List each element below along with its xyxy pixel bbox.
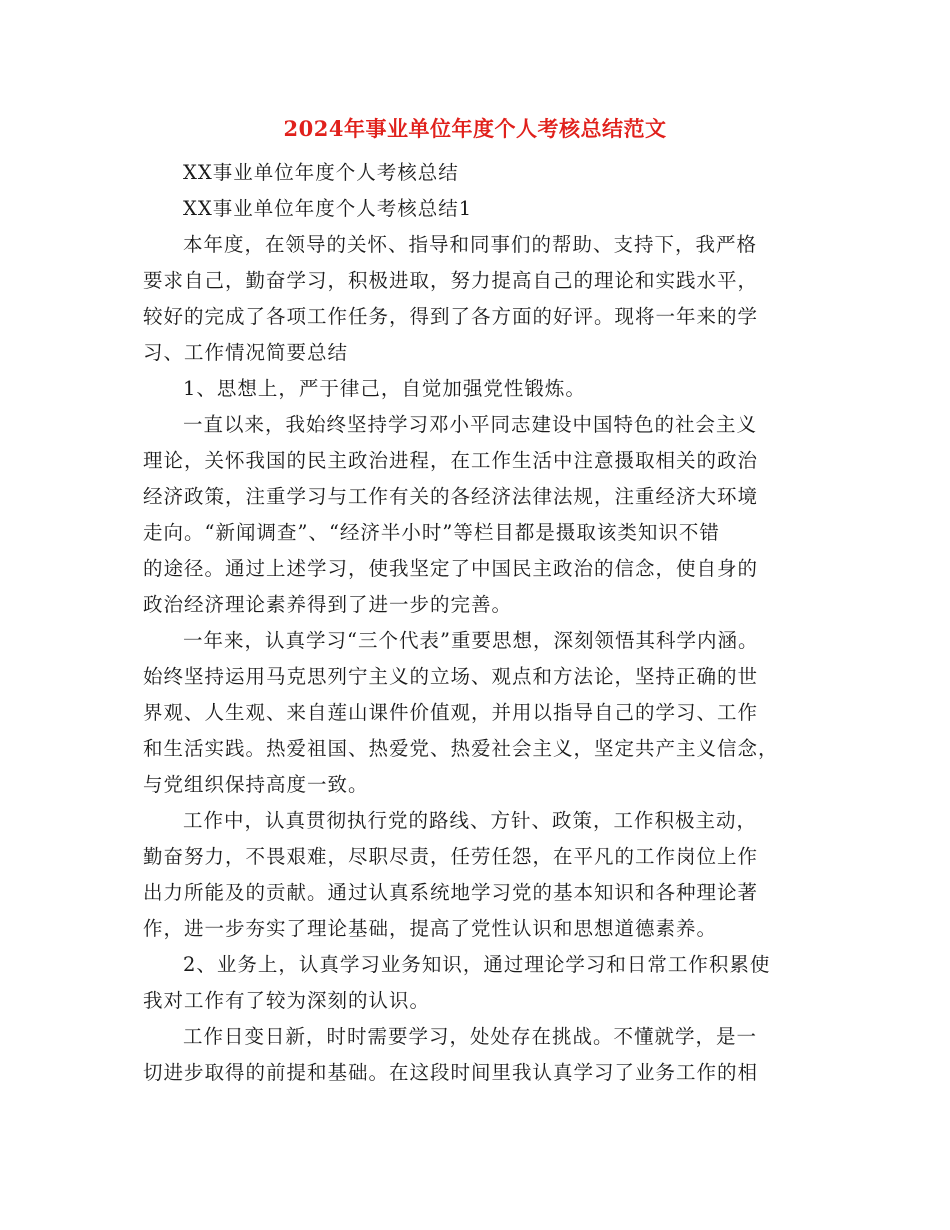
text-line: 政治经济理论素养得到了进一步的完善。 xyxy=(143,593,513,616)
text-line: 勤奋努力，不畏艰难，尽职尽责，任劳任怨，在平凡的工作岗位上作 xyxy=(143,845,759,868)
text-line: 要求自己，勤奋学习，积极进取，努力提高自己的理论和实践水平， xyxy=(143,269,759,292)
text-line: 习、工作情况简要总结 xyxy=(143,341,349,364)
text-line: 2、业务上，认真学习业务知识，通过理论学习和日常工作积累使 xyxy=(183,953,771,976)
document-title: 2024年事业单位年度个人考核总结范文 xyxy=(283,116,667,141)
text-line: 我对工作有了较为深刻的认识。 xyxy=(143,989,431,1012)
text-line: 作，进一步夯实了理论基础，提高了党性认识和思想道德素养。 xyxy=(143,917,718,940)
text-line: 本年度，在领导的关怀、指导和同事们的帮助、支持下，我严格 xyxy=(183,233,758,256)
text-line: 1、思想上，严于律己，自觉加强党性锻炼。 xyxy=(183,377,586,400)
document-body xyxy=(143,155,808,1091)
text-line: 一直以来，我始终坚持学习邓小平同志建设中国特色的社会主义 xyxy=(183,413,758,436)
text-line: 工作中，认真贯彻执行党的路线、方针、政策，工作积极主动， xyxy=(183,809,758,832)
text-line: 和生活实践。热爱祖国、热爱党、热爱社会主义，坚定共产主义信念， xyxy=(143,737,779,760)
text-line: 界观、人生观、来自莲山课件价值观，并用以指导自己的学习、工作 xyxy=(143,701,759,724)
text-line: 一年来，认真学习“三个代表”重要思想，深刻领悟其科学内涵。 xyxy=(183,629,759,652)
text-line: 较好的完成了各项工作任务，得到了各方面的好评。现将一年来的学 xyxy=(143,305,759,328)
text-line: 走向。“新闻调查”、“经济半小时”等栏目都是摄取该类知识不错 xyxy=(143,521,720,544)
text-line: 经济政策，注重学习与工作有关的各经济法律法规，注重经济大环境 xyxy=(143,485,759,508)
text-line: 始终坚持运用马克思列宁主义的立场、观点和方法论，坚持正确的世 xyxy=(143,665,759,688)
text-line: 出力所能及的贡献。通过认真系统地学习党的基本知识和各种理论著 xyxy=(143,881,759,904)
text-line: 的途径。通过上述学习，使我坚定了中国民主政治的信念，使自身的 xyxy=(143,557,759,580)
text-line: 切进步取得的前提和基础。在这段时间里我认真学习了业务工作的相 xyxy=(143,1061,759,1084)
text-line: 工作日变日新，时时需要学习，处处存在挑战。不懂就学，是一 xyxy=(183,1025,758,1048)
text-line: 与党组织保持高度一致。 xyxy=(143,773,369,796)
text-line: XX事业单位年度个人考核总结1 xyxy=(183,197,473,220)
text-line: XX事业单位年度个人考核总结 xyxy=(183,161,459,184)
text-line: 理论，关怀我国的民主政治进程，在工作生活中注意摄取相关的政治 xyxy=(143,449,759,472)
